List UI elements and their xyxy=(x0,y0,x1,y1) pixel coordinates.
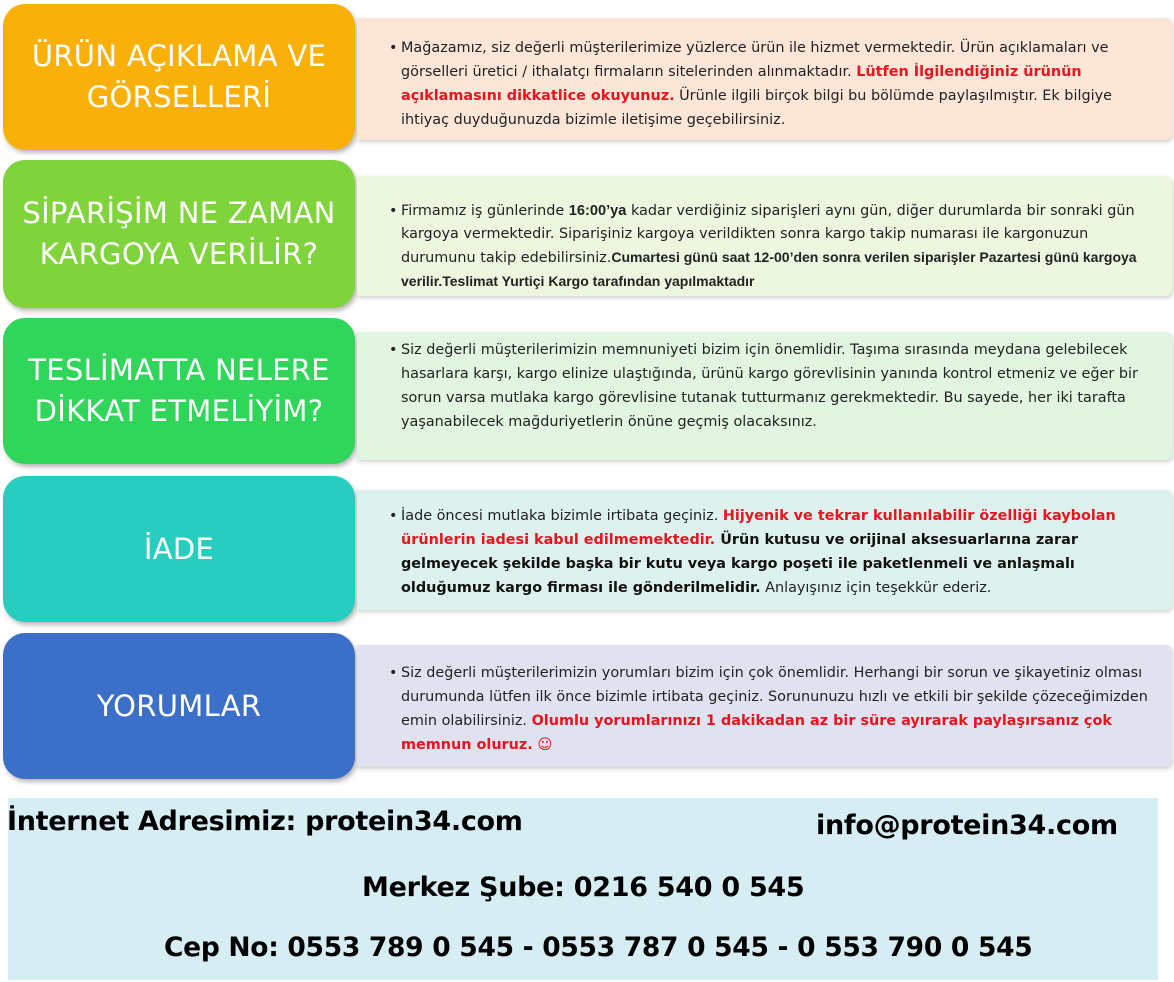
section-title-line2: DİKKAT ETMELİYİM? xyxy=(34,394,324,428)
section-text-panel xyxy=(357,490,1172,610)
bullet-icon: • xyxy=(389,665,398,681)
section-text: • Siz değerli müşterilerimizin yorumları bizim için çok önemlidir. Herhangi bir sorun ve şikayetiniz olması durumunda lütfen ilk önce bizimle irtibata geçiniz. Sorununuzu hızlı ve etkili bir şekilde çözeceğimizden emin olabilirsiniz. Olumlu yorumlarınızı 1 dakikadan az bir süre ayırarak paylaşırsanız çok memnun oluruz. ☺ xyxy=(357,645,1172,757)
cutoff-time: 16:00’ya xyxy=(568,203,627,219)
saturday-notice: Cumartesi günü saat 12-00’den sonra verilen siparişler Pazartesi günü kargoya verilir.Teslimat Yurtiçi Kargo tarafından yapılmaktadır xyxy=(401,249,1137,289)
central-branch-phone: Merkez Şube: 0216 540 0 545 xyxy=(362,872,805,903)
section-title-line1: SİPARİŞİM NE ZAMAN xyxy=(22,196,336,230)
warning-text: Lütfen İlgilendiğiniz ürünün açıklamasını dikkatlice okuyunuz. xyxy=(401,64,1082,104)
email-address: info@protein34.com xyxy=(816,810,1118,841)
section-product-description xyxy=(0,4,1174,152)
mobile-numbers: Cep No: 0553 789 0 545 - 0553 787 0 545 - 0 553 790 0 545 xyxy=(164,932,1033,963)
bullet-icon: • xyxy=(389,342,398,358)
packaging-notice: Ürün kutusu ve orijinal aksesuarlarına zarar gelmeyecek şekilde başka bir kutu veya kargo poşeti ile paketlenmeli ve anlaşmalı olduğumuz kargo firması ile gönderilmelidir. xyxy=(401,532,1078,596)
section-title-line2: KARGOYA VERİLİR? xyxy=(39,237,319,271)
section-title-box xyxy=(3,633,355,779)
section-text-panel xyxy=(357,18,1172,140)
website-address: İnternet Adresimiz: protein34.com xyxy=(7,806,523,837)
section-text-panel xyxy=(357,176,1172,296)
section-title-line1: İADE xyxy=(143,531,215,566)
section-text: • Firmamız iş günlerinde 16:00’ya kadar verdiğiniz siparişleri aynı gün, diğer durumlarda bir sonraki gün kargoya vermektedir. Siparişiniz kargoya verildikten sonra kargo takip numarası ile kargonuzun durumunu takip edebilirsiniz.Cumartesi günü saat 12-00’den sonra verilen siparişler Pazartesi günü kargoya verilir.Teslimat Yurtiçi Kargo tarafından yapılmaktadır xyxy=(357,176,1172,294)
section-text-panel xyxy=(357,645,1172,767)
section-text: • Mağazamız, siz değerli müşterilerimize yüzlerce ürün ile hizmet vermektedir. Ürün açıklamaları ve görselleri üretici / ithalatçı firmaların sitelerinden alınmaktadır. Lütfen İlgilendiğiniz ürünün açıklamasını dikkatlice okuyunuz. Ürünle ilgili birçok bilgi bu bölümde paylaşılmıştır. Ek bilgiye ihtiyaç duyduğunuzda bizimle iletişime geçebilirsiniz. xyxy=(357,18,1172,132)
section-title-line2: GÖRSELLERİ xyxy=(86,80,272,114)
section-delivery-check xyxy=(0,318,1174,466)
section-text: • İade öncesi mutlaka bizimle irtibata geçiniz. Hijyenik ve tekrar kullanılabilir özelliği kaybolan ürünlerin iadesi kabul edilmemektedir. Ürün kutusu ve orijinal aksesuarlarına zarar gelmeyecek şekilde başka bir kutu veya kargo poşeti ile paketlenmeli ve anlaşmalı olduğumuz kargo firması ile gönderilmelidir. Anlayışınız için teşekkür ederiz. xyxy=(357,490,1172,600)
section-shipping-time xyxy=(0,160,1174,310)
bullet-icon: • xyxy=(389,40,398,56)
section-title-line1: YORUMLAR xyxy=(96,688,262,723)
section-title-box xyxy=(3,318,355,464)
bullet-icon: • xyxy=(389,203,398,219)
warning-text: Hijyenik ve tekrar kullanılabilir özelliği kaybolan ürünlerin iadesi kabul edilmemektedir. xyxy=(401,508,1116,548)
section-text-panel xyxy=(357,332,1172,460)
contact-footer xyxy=(8,798,1158,980)
request-text: Olumlu yorumlarınızı 1 dakikadan az bir süre ayırarak paylaşırsanız çok memnun oluruz. xyxy=(401,713,1112,753)
section-title-box xyxy=(3,476,355,622)
section-return xyxy=(0,476,1174,624)
bullet-icon: • xyxy=(389,508,398,524)
smiley-icon: ☺ xyxy=(537,737,553,753)
section-reviews xyxy=(0,633,1174,781)
section-title-line1: ÜRÜN AÇIKLAMA VE xyxy=(31,39,327,73)
section-title-box xyxy=(3,4,355,150)
section-title-box xyxy=(3,160,355,308)
section-title-line1: TESLİMATTA NELERE xyxy=(28,353,330,387)
section-text: • Siz değerli müşterilerimizin memnuniyeti bizim için önemlidir. Taşıma sırasında meydana gelebilecek hasarlara karşı, kargo elinize ulaştığında, ürünü kargo görevlisinin yanında kontrol etmeniz ve eğer bir sorun varsa mutlaka kargo görevlisine tutanak tutturmanız gerekmektedir. Bu sayede, her iki tarafta yaşanabilecek mağduriyetlerin önüne geçmiş olacaksınız. xyxy=(357,332,1172,434)
